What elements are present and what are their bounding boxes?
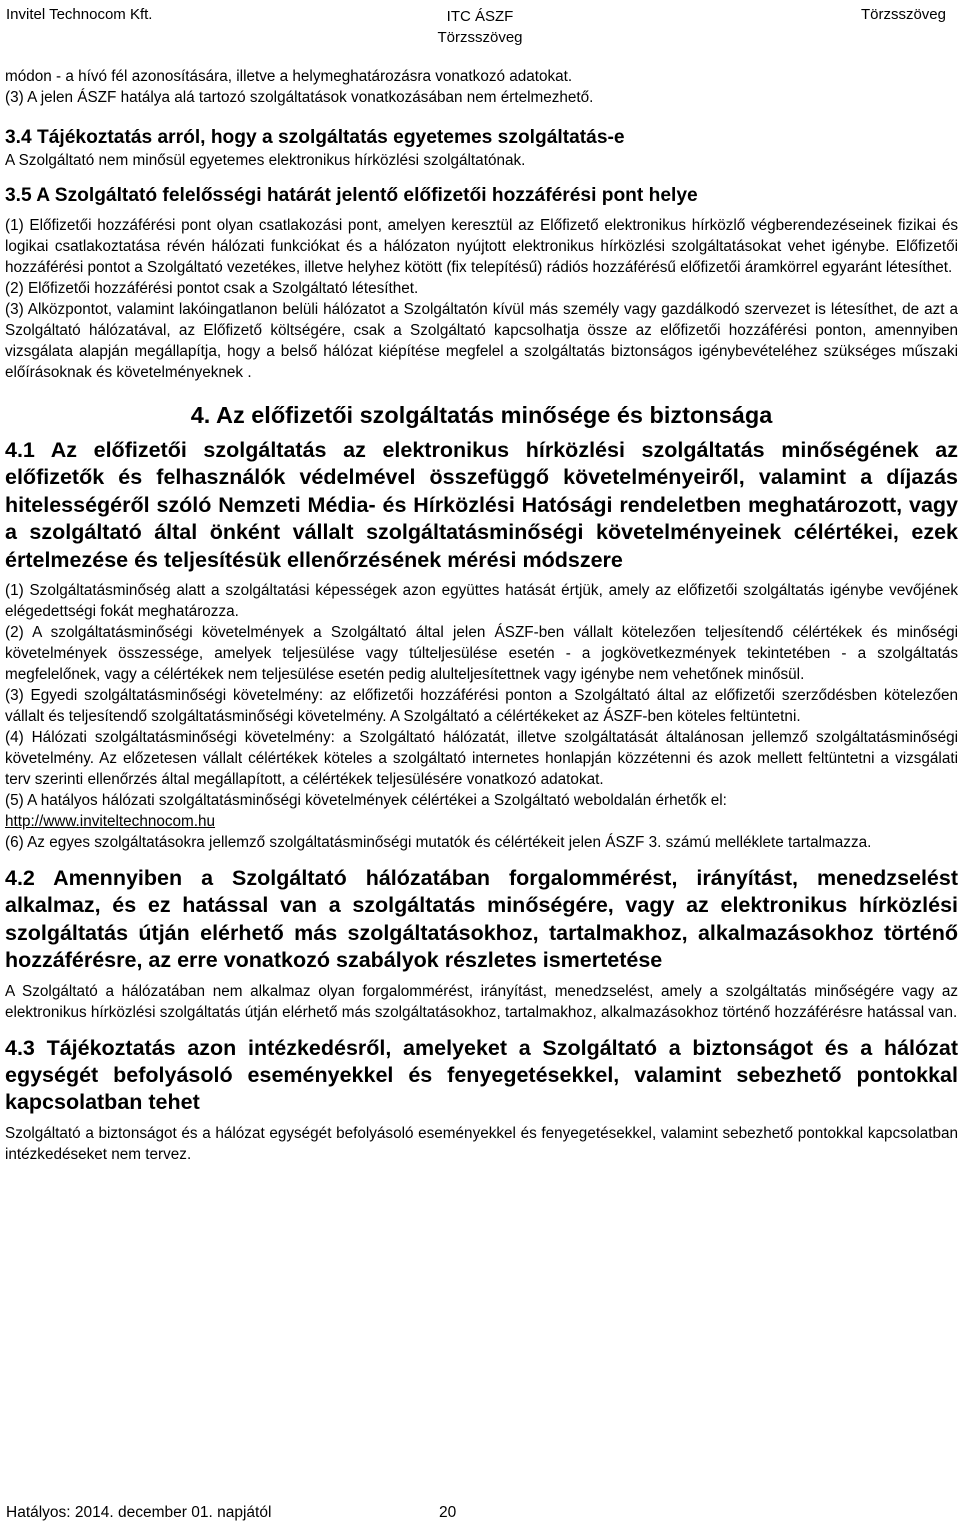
section-4-2-title: 4.2 Amennyiben a Szolgáltató hálózatában forgalommérést, irányítást, menedzselést alkalmaz, és ez hatással van a szolgáltatás minőségére, vagy az elektronikus hírközlési szolgáltatás útján elérhető más szolgáltatásokhoz, tartalmakhoz, alkalmazásokhoz történő hozzáférésre, az erre vonatkozó szabályok részletes ismertetése <box>5 866 958 973</box>
page-number: 20 <box>439 1504 457 1521</box>
header-doc-subtitle: Törzsszöveg <box>437 29 523 46</box>
section-3-4-text: A Szolgáltató nem minősül egyetemes elektronikus hírközlési szolgáltatónak. <box>5 152 526 169</box>
section-4-1-para-1: (1) Szolgáltatásminőség alatt a szolgáltatási képességek azon együttes hatását értjük, amely az előfizetői szolgáltatás igénybe vevőjének elégedettségi fokát meghatározza. <box>5 582 958 621</box>
section-4-2-para-1: A Szolgáltató a hálózatában nem alkalmaz olyan forgalommérést, irányítást, menedzselést, amely a szolgáltatás minőségére vagy az elektronikus hírközlési szolgáltatás útján elérhető más szolgáltatásokhoz, tartalmakhoz, alkalmazásokhoz történő hozzáférésre hatással van. <box>5 982 958 1021</box>
section-4-3-para-1: Szolgáltató a biztonságot és a hálózat egységét befolyásoló eseményekkel és fenyegetésekkel, valamint sebezhető pontokkal kapcsolatban intézkedéseket nem tervez. <box>5 1124 958 1163</box>
header-right: Törzsszöveg <box>860 6 946 23</box>
header-doc-title: ITC ÁSZF <box>446 8 514 25</box>
section-3-5-title: 3.5 A Szolgáltató felelősségi határát jelentő előfizetői hozzáférési pont helye <box>5 185 698 206</box>
section-4-3-title: 4.3 Tájékoztatás azon intézkedésről, amelyeket a Szolgáltató a biztonságot és a hálózat egységét befolyásoló eseményekkel és fenyegetésekkel, valamint sebezhető pontokkal kapcsolatban tehet <box>5 1035 958 1115</box>
chapter-4-title: 4. Az előfizetői szolgáltatás minősége és biztonsága <box>190 402 773 428</box>
page-footer <box>6 1504 706 1522</box>
footer-effective-date: Hatályos: 2014. december 01. napjától <box>6 1504 272 1521</box>
intro-line-2: (3) A jelen ÁSZF hatálya alá tartozó szolgáltatások vonatkozásában nem értelmezhető. <box>5 89 594 106</box>
page-content <box>5 66 958 1165</box>
section-4-1-para-4: (4) Hálózati szolgáltatásminőségi követelmény: a Szolgáltató hálózatát, illetve szolgáltatását általánosan jellemző szolgáltatásminőségi követelmény. Az előzetesen vállalt célértékek köteles a szolgáltató internetes honlapján közzétenni és azok mellett feltüntetni a vizsgálati terv szerinti ellenőrzés által megállapított, a célértékek teljesülésére vonatkozó adatokat. <box>5 729 958 789</box>
section-3-4-title: 3.4 Tájékoztatás arról, hogy a szolgáltatás egyetemes szolgáltatás-e <box>5 127 625 148</box>
header-center <box>380 6 580 48</box>
website-link[interactable]: http://www.inviteltechnocom.hu <box>5 813 216 831</box>
section-4-1-para-3: (3) Egyedi szolgáltatásminőségi követelmény: az előfizetői hozzáférési ponton a Szolgáltató által az előfizetői szerződésben kötelezően vállalt és teljesítendő szolgáltatásminőségi követelmény. A Szolgáltató a célértékeket az ÁSZF-ben köteles feltüntetni. <box>5 687 958 726</box>
section-3-5-para-1: (1) Előfizetői hozzáférési pont olyan csatlakozási pont, amelyen keresztül az Előfizető elektronikus hírközlő végberendezéseinek fizikai és logikai csatlakoztatása révén hálózati funkciókat és a hálózaton nyújtott elektronikus hírközlési szolgáltatásokat vehet igénybe. Előfizetői hozzáférési pontot a Szolgáltató vezetékes, illetve helyhez kötött (fix telepítésű) rádiós hozzáférésű előfizetői áramkörrel egyaránt létesíthet. <box>5 217 958 276</box>
section-4-1-para-2: (2) A szolgáltatásminőségi követelmények a Szolgáltató által jelen ÁSZF-ben vállalt kötelezően teljesítendő célértékek és minőségi követelmények összessége, amelyek teljesülése vagy túlteljesülése esetén - a jogkövetkezmények tekintetében - a szolgáltatás megfelelőnek, vagy a célértékek nem teljesülése esetén pedig alulteljesítettnek vagy igénybe nem vehetőnek minősül. <box>5 624 958 684</box>
section-4-1-para-5-link-line <box>5 811 958 832</box>
section-3-5-para-2: (2) Előfizetői hozzáférési pontot csak a Szolgáltató létesíthet. <box>5 280 419 297</box>
intro-line-1: módon - a hívó fél azonosítására, illetve a helymeghatározásra vonatkozó adatokat. <box>5 68 573 85</box>
section-4-1-para-6: (6) Az egyes szolgáltatásokra jellemző szolgáltatásminőségi mutatók és célértékeit jelen ÁSZF 3. számú melléklete tartalmazza. <box>5 834 872 852</box>
section-4-1-title: 4.1 Az előfizetői szolgáltatás az elektronikus hírközlési szolgáltatás minőségének az előfizetők és felhasználók védelmével összefüggő követelményeiről, valamint a díjazás hitelességéről szóló Nemzeti Média- és Hírközlési Hatósági rendeletben meghatározott, vagy a szolgáltató által önként vállalt szolgáltatásminőségi követelményeinek célértékei, ezek értelmezése és teljesítésük ellenőrzésének mérési módszere <box>5 438 958 572</box>
section-3-5-para-3: (3) Alközpontot, valamint lakóingatlanon belüli hálózatot a Szolgáltatón kívül más személy vagy gazdálkodó szervezet is létesíthet, de azt a Szolgáltató hálózatával, az Előfizető költségére, csak a Szolgáltató kapcsolhatja össze az előfizetői hozzáférési ponton, amennyiben vizsgálata alapján megállapítja, hogy a belső hálózat kiépítése megfelel a szolgáltatás biztonságos igénybevételéhez szükséges műszaki előírásoknak és követelményeknek . <box>5 301 958 381</box>
header-company: Invitel Technocom Kft. <box>6 6 153 23</box>
section-4-1-para-5: (5) A hatályos hálózati szolgáltatásminőségi követelmények célértékei a Szolgáltató weboldalán érhetők el: <box>5 792 727 810</box>
page-header <box>0 0 960 50</box>
